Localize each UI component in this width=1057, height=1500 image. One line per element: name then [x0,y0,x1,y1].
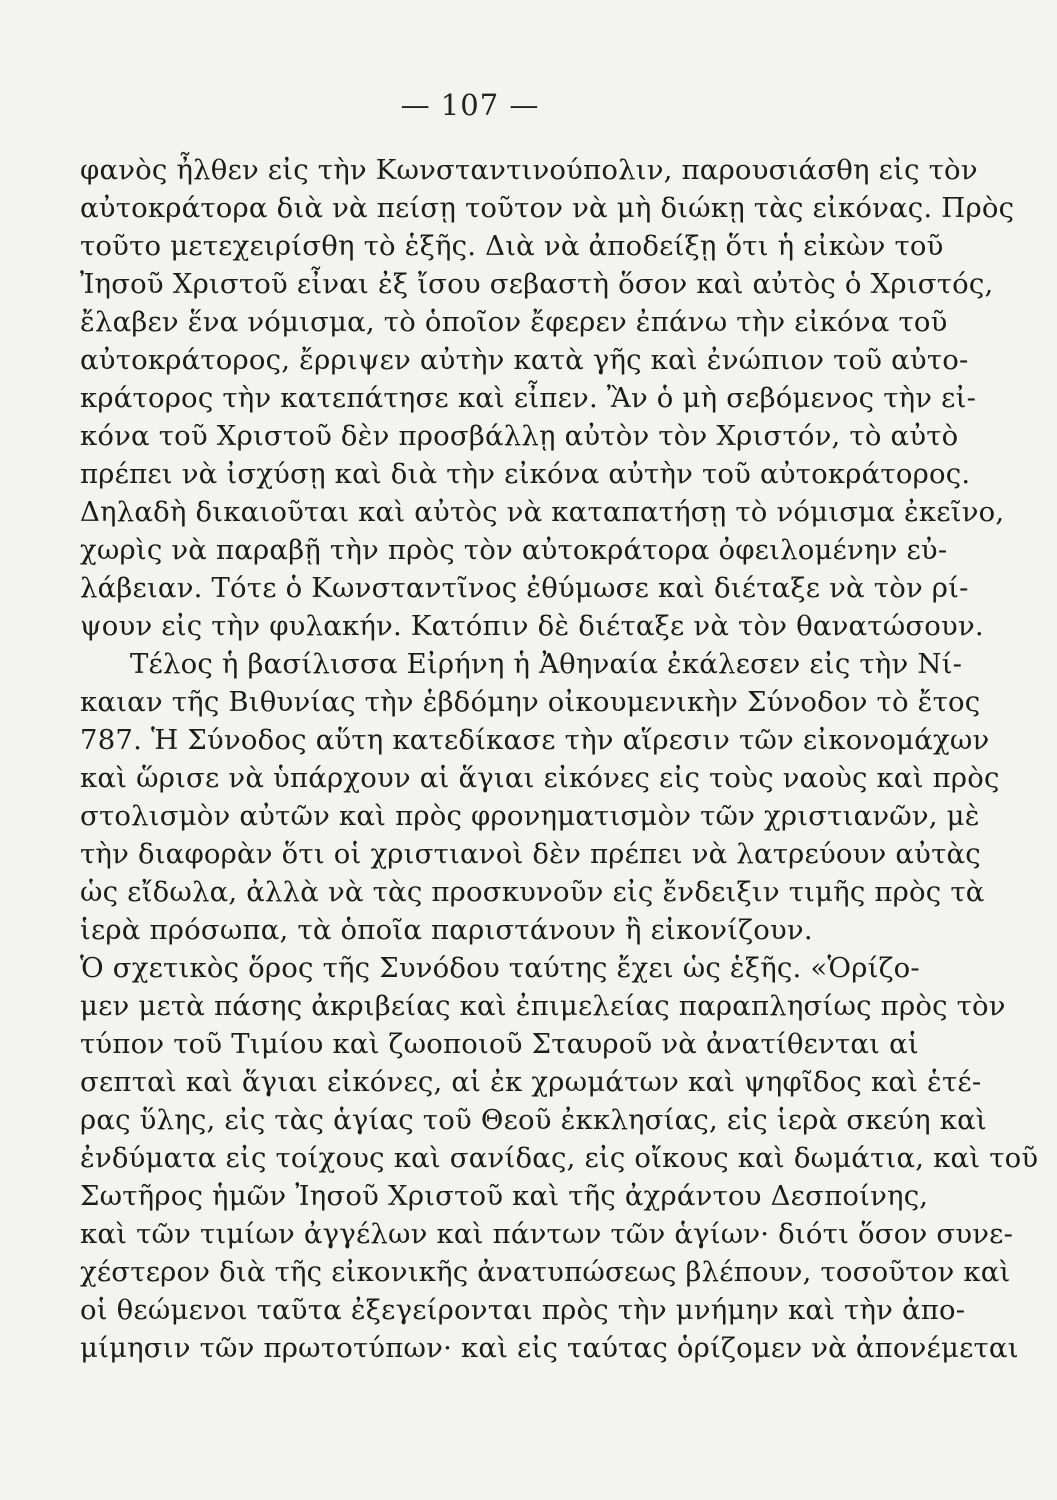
text-line: Ὁ σχετικὸς ὅρος τῆς Συνόδου ταύτης ἔχει ὡς ἑξῆς. «Ὁρίζο- [80,952,920,984]
text-line: κράτορος τὴν κατεπάτησε καὶ εἶπεν. Ἂν ὁ μὴ σεβόμενος τὴν εἰ- [80,382,977,414]
text-line: πρέπει νὰ ἰσχύσῃ καὶ διὰ τὴν εἰκόνα αὐτὴν τοῦ αὐτοκράτορος. [80,458,971,490]
text-line: ἐνδύματα εἰς τοίχους καὶ σανίδας, εἰς οἴκους καὶ δωμάτια, καὶ τοῦ [80,1142,1039,1174]
text-line: μίμησιν τῶν πρωτοτύπων· καὶ εἰς ταύτας ὁρίζομεν νὰ ἀπονέμεται [80,1332,1019,1364]
text-line: χωρὶς νὰ παραβῇ τὴν πρὸς τὸν αὐτοκράτορα ὀφειλομένην εὐ- [80,534,948,566]
page-number: — 107 — [400,88,540,122]
text-line: ἱερὰ πρόσωπα, τὰ ὁποῖα παριστάνουν ἢ εἰκονίζουν. [80,914,813,946]
text-line: τὴν διαφορὰν ὅτι οἱ χριστιανοὶ δὲν πρέπει νὰ λατρεύουν αὐτὰς [80,838,981,870]
text-line: καὶ τῶν τιμίων ἀγγέλων καὶ πάντων τῶν ἁγίων· διότι ὅσον συνε- [80,1218,1014,1250]
text-line: λάβειαν. Τότε ὁ Κωνσταντῖνος ἐθύμωσε καὶ διέταξε νὰ τὸν ρί- [80,572,969,604]
text-line: οἱ θεώμενοι ταῦτα ἐξεγείρονται πρὸς τὴν μνήμην καὶ τὴν ἀπο- [80,1294,966,1326]
text-line: ἔλαβεν ἕνα νόμισμα, τὸ ὁποῖον ἔφερεν ἐπάνω τὴν εἰκόνα τοῦ [80,306,948,338]
text-line: Τέλος ἡ βασίλισσα Εἰρήνη ἡ Ἀθηναία ἐκάλεσεν εἰς τὴν Νί- [130,648,963,680]
text-line: Δηλαδὴ δικαιοῦται καὶ αὐτὸς νὰ καταπατήσῃ τὸ νόμισμα ἐκεῖνο, [80,496,1005,528]
text-line: αὐτοκράτορα διὰ νὰ πείσῃ τοῦτον νὰ μὴ διώκῃ τὰς εἰκόνας. Πρὸς [80,192,1015,224]
text-line: ὡς εἴδωλα, ἀλλὰ νὰ τὰς προσκυνοῦν εἰς ἔνδειξιν τιμῆς πρὸς τὰ [80,876,985,908]
text-line: καιαν τῆς Βιθυνίας τὴν ἑβδόμην οἰκουμενικὴν Σύνοδον τὸ ἔτος [80,686,981,718]
text-line: μεν μετὰ πάσης ἀκριβείας καὶ ἐπιμελείας παραπλησίως πρὸς τὸν [80,990,1006,1022]
text-line: 787. Ἡ Σύνοδος αὕτη κατεδίκασε τὴν αἵρεσιν τῶν εἰκονομάχων [80,724,990,756]
text-line: αὐτοκράτορος, ἔρριψεν αὐτὴν κατὰ γῆς καὶ ἐνώπιον τοῦ αὐτο- [80,344,969,376]
text-line: ψουν εἰς τὴν φυλακήν. Κατόπιν δὲ διέταξε νὰ τὸν θανατώσουν. [80,610,984,642]
text-line: ρας ὕλης, εἰς τὰς ἁγίας τοῦ Θεοῦ ἐκκλησίας, εἰς ἱερὰ σκεύη καὶ [80,1104,987,1136]
text-line: σεπταὶ καὶ ἅγιαι εἰκόνες, αἱ ἐκ χρωμάτων καὶ ψηφῖδος καὶ ἑτέ- [80,1066,982,1098]
text-line: Ἰησοῦ Χριστοῦ εἶναι ἐξ ἴσου σεβαστὴ ὅσον καὶ αὐτὸς ὁ Χριστός, [80,268,994,300]
text-line: στολισμὸν αὐτῶν καὶ πρὸς φρονηματισμὸν τῶν χριστιανῶν, μὲ [80,800,980,832]
text-line: χέστερον διὰ τῆς εἰκονικῆς ἀνατυπώσεως βλέπουν, τοσοῦτον καὶ [80,1256,1011,1288]
text-line: τοῦτο μετεχειρίσθη τὸ ἑξῆς. Διὰ νὰ ἀποδείξῃ ὅτι ἡ εἰκὼν τοῦ [80,230,944,262]
text-line: τύπον τοῦ Τιμίου καὶ ζωοποιοῦ Σταυροῦ νὰ ἀνατίθενται αἱ [80,1028,919,1060]
text-line: κόνα τοῦ Χριστοῦ δὲν προσβάλλῃ αὐτὸν τὸν Χριστόν, τὸ αὐτὸ [80,420,959,452]
text-line: φανὸς ἦλθεν εἰς τὴν Κωνσταντινούπολιν, παρουσιάσθη εἰς τὸν [80,154,978,186]
text-line: Σωτῆρος ἡμῶν Ἰησοῦ Χριστοῦ καὶ τῆς ἀχράντου Δεσποίνης, [80,1180,929,1212]
text-line: καὶ ὥρισε νὰ ὑπάρχουν αἱ ἅγιαι εἰκόνες εἰς τοὺς ναοὺς καὶ πρὸς [80,762,1000,794]
